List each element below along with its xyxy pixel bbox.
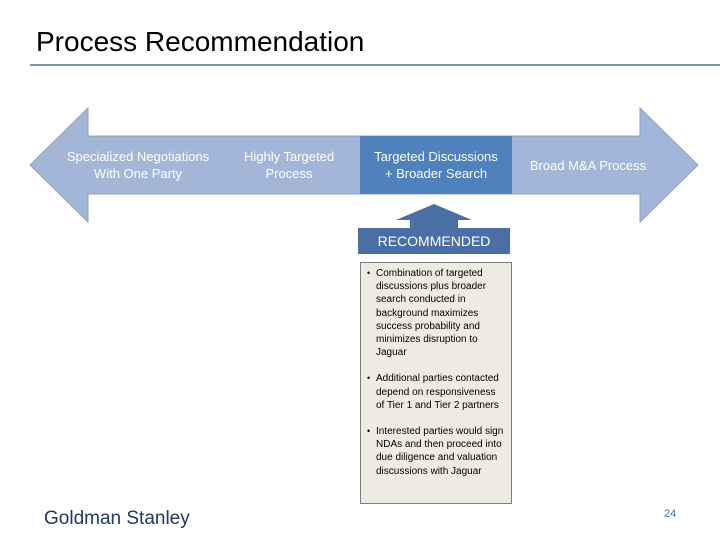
segment-label: Broad M&A Process xyxy=(529,157,647,173)
recommendation-bullets xyxy=(360,262,512,504)
segment-broad-ma xyxy=(514,138,662,192)
page-title: Process Recommendation xyxy=(36,26,365,57)
segment-highly-targeted xyxy=(230,138,348,192)
recommended-badge: RECOMMENDED xyxy=(358,228,510,254)
segment-label: Targeted Discussions + Broader Search xyxy=(374,149,498,181)
segment-specialized-negotiations xyxy=(56,138,220,192)
bullet-item: • Additional parties contacted depend on responsiveness of Tier 1 and Tier 2 partners xyxy=(367,372,505,412)
page-number: 24 xyxy=(664,508,677,520)
bullet-item: • Interested parties would sign NDAs and then proceed into due diligence and valuation discussions with Jaguar xyxy=(367,425,505,478)
segment-targeted-discussions xyxy=(372,136,500,194)
bullet-item: • Combination of targeted discussions plus broader search conducted in background maximizes success probability and minimizes disruption to Jaguar xyxy=(367,267,505,359)
segment-label: Highly Targeted Process xyxy=(243,149,335,181)
footer-logo-text: Goldman Stanley xyxy=(44,508,190,529)
segment-label: Specialized Negotiations With One Party xyxy=(66,149,210,181)
recommended-pointer-arrow xyxy=(396,204,472,230)
